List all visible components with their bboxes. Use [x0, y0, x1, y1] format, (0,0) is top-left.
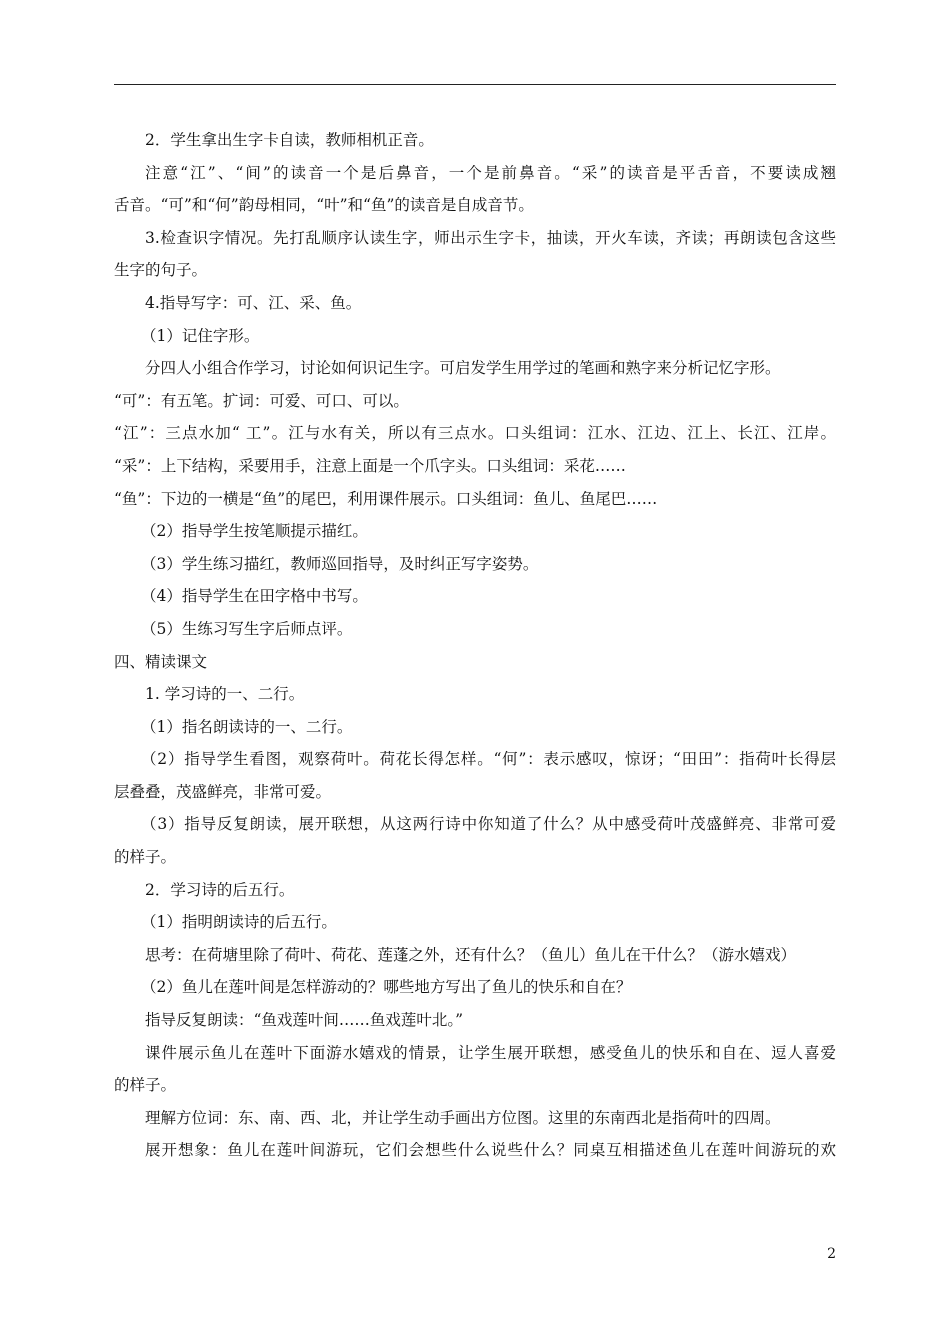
paragraph-line: 思考：在荷塘里除了荷叶、荷花、莲蓬之外，还有什么？（鱼儿）鱼儿在干什么？（游水嬉戏）	[145, 945, 797, 964]
paragraph-line: 3.检查识字情况。先打乱顺序认读生字，师出示生字卡，抽读，开火车读，齐读；再朗读包含这些	[145, 228, 836, 247]
document-body	[114, 124, 836, 1167]
page-number: 2	[827, 1246, 836, 1262]
paragraph-line: 生字的句子。	[114, 261, 208, 280]
paragraph-line: （3）学生练习描红，教师巡回指导，及时纠正写字姿势。	[141, 554, 539, 573]
paragraph-line: “江”：三点水加“ 工”。江与水有关，所以有三点水。口头组词：江水、江边、江上、长江、江岸。	[114, 424, 836, 443]
paragraph-line: （2）指导学生按笔顺提示描红。	[141, 522, 368, 541]
paragraph-line: （2）指导学生看图，观察荷叶。荷花长得怎样。“何”：表示感叹，惊讶；“田田”：指荷叶长得层	[141, 750, 836, 769]
paragraph-line: 1. 学习诗的一、二行。	[145, 685, 305, 704]
paragraph-line: 的样子。	[114, 848, 177, 867]
paragraph-line: （5）生练习写生字后师点评。	[141, 619, 353, 638]
paragraph-line: 注意“江”、“间”的读音一个是后鼻音，一个是前鼻音。“采”的读音是平舌音，不要读成翘	[145, 163, 836, 182]
paragraph-line: （4）指导学生在田字格中书写。	[141, 587, 368, 606]
paragraph-line: 展开想象：鱼儿在莲叶间游玩，它们会想些什么说些什么？同桌互相描述鱼儿在莲叶间游玩的欢	[145, 1141, 836, 1160]
paragraph-line: （1）指名朗读诗的一、二行。	[141, 717, 353, 736]
paragraph-line: 课件展示鱼儿在莲叶下面游水嬉戏的情景，让学生展开联想，感受鱼儿的快乐和自在、逗人喜爱	[145, 1043, 836, 1062]
paragraph-line: 理解方位词：东、南、西、北，并让学生动手画出方位图。这里的东南西北是指荷叶的四周。	[145, 1108, 781, 1127]
paragraph-line: 舌音。“可”和“何”韵母相同，“叶”和“鱼”的读音是自成音节。	[114, 196, 534, 215]
paragraph-line: 指导反复朗读：“鱼戏莲叶间……鱼戏莲叶北。”	[145, 1011, 464, 1030]
paragraph-line: 4.指导写字：可、江、采、鱼。	[145, 293, 362, 312]
paragraph-line: 2．学习诗的后五行。	[145, 880, 295, 899]
paragraph-line: “采”：上下结构，采要用手，注意上面是一个爪字头。口头组词：采花……	[114, 456, 626, 475]
paragraph-line: （1）指明朗读诗的后五行。	[141, 913, 337, 932]
paragraph-line: （3）指导反复朗读，展开联想，从这两行诗中你知道了什么？从中感受荷叶茂盛鲜亮、非常可爱	[141, 815, 836, 834]
section-heading: 四、精读课文	[114, 652, 208, 671]
paragraph-line: 分四人小组合作学习，讨论如何识记生字。可启发学生用学过的笔画和熟字来分析记忆字形。	[145, 359, 781, 378]
paragraph-line: 2．学生拿出生字卡自读，教师相机正音。	[145, 131, 434, 149]
paragraph-line: 的样子。	[114, 1076, 177, 1095]
paragraph-line: 层叠叠，茂盛鲜亮，非常可爱。	[114, 782, 332, 801]
paragraph-line: （1）记住字形。	[141, 326, 260, 345]
paragraph-line: （2）鱼儿在莲叶间是怎样游动的？哪些地方写出了鱼儿的快乐和自在？	[141, 978, 632, 997]
paragraph-line: “可”：有五笔。扩词：可爱、可口、可以。	[114, 391, 409, 410]
paragraph-line: “鱼”：下边的一横是“鱼”的尾巴，利用课件展示。口头组词：鱼儿、鱼尾巴……	[114, 489, 658, 508]
header-rule	[114, 84, 836, 85]
